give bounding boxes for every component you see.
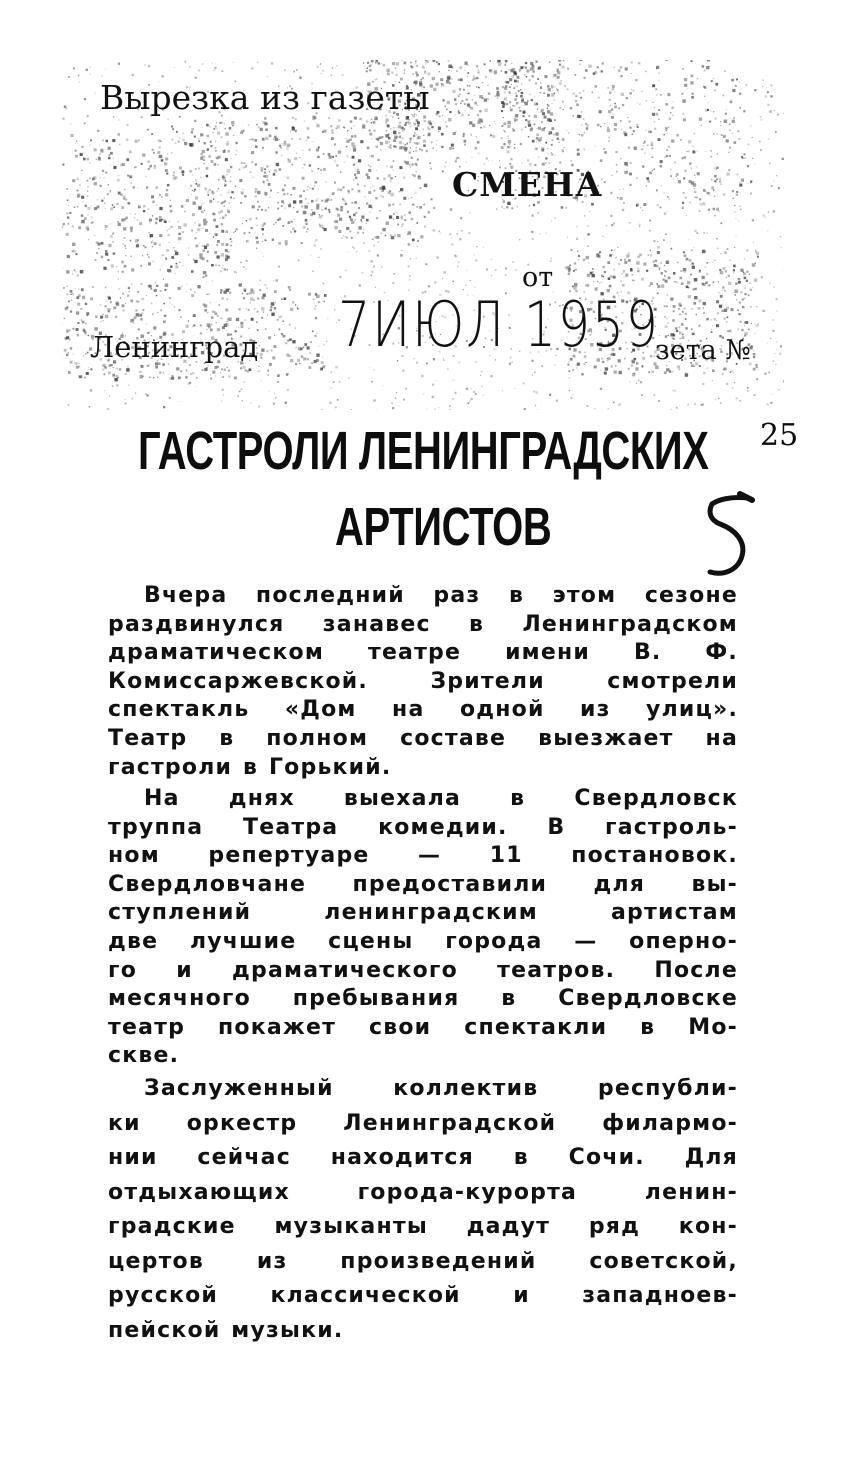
article-line: ки оркестр Ленинградской филармо-	[108, 1110, 738, 1136]
side-number: 25	[760, 418, 799, 453]
headline-line-1: ГАСТРОЛИ ЛЕНИНГРАДСКИХ	[138, 421, 709, 481]
headline-line-2: АРТИСТОВ	[335, 497, 552, 557]
article-line: На днях выехала в Свердловск	[144, 786, 738, 811]
article-line: скве.	[108, 1043, 180, 1069]
article-line: Комиссаржевской. Зрители смотрели	[108, 668, 738, 694]
article-line: ступлений ленинградским артистам	[108, 900, 738, 926]
newspaper-name: СМЕНА	[452, 165, 604, 204]
article-line: труппа Театра комедии. В гастроль-	[108, 814, 738, 840]
article-line: ном репертуаре — 11 постановок.	[108, 843, 738, 869]
article-line: театр покажет свои спектакли в Мо-	[108, 1014, 738, 1040]
article-line: спектакль «Дом на одной из улиц».	[108, 697, 738, 723]
article-line: раздвинулся занавес в Ленинградском	[108, 611, 738, 637]
article-paragraph-2	[108, 785, 738, 1071]
article-line: Вчера последний раз в этом сезоне	[144, 583, 738, 608]
issue-number-label: зета №	[655, 335, 751, 366]
article-line: Свердловчане предоставили для вы-	[108, 871, 738, 897]
article-line: Заслуженный коллектив республи-	[144, 1076, 738, 1101]
article-line: две лучшие сцены города — оперно-	[108, 928, 738, 954]
article-line: го и драматического театров. После	[108, 957, 738, 983]
article-line: драматическом театре имени В. Ф.	[108, 640, 738, 666]
article-line: русской классической и западноев-	[108, 1283, 738, 1308]
date-stamp: 7ИЮЛ 1959	[338, 288, 660, 361]
article-line: нии сейчас находится в Сочи. Для	[108, 1145, 738, 1170]
from-label: от	[522, 262, 554, 293]
article-line: Театр в полном составе выезжает на	[108, 725, 738, 751]
clipping-label: Вырезка из газеты	[100, 78, 430, 117]
article-paragraph-1	[108, 582, 738, 782]
article-line: отдыхающих города-курорта ленин-	[108, 1179, 738, 1205]
city-label: Ленинград	[90, 330, 259, 364]
article-paragraph-3	[108, 1075, 738, 1351]
article-line: пейской музыки.	[108, 1317, 344, 1343]
article-line: цертов из произведений советской,	[108, 1248, 738, 1274]
article-line: месячного пребывания в Свердловске	[108, 986, 738, 1012]
article-line: градские музыканты дадут ряд кон-	[108, 1214, 738, 1239]
article-line: гастроли в Горький.	[108, 754, 392, 780]
